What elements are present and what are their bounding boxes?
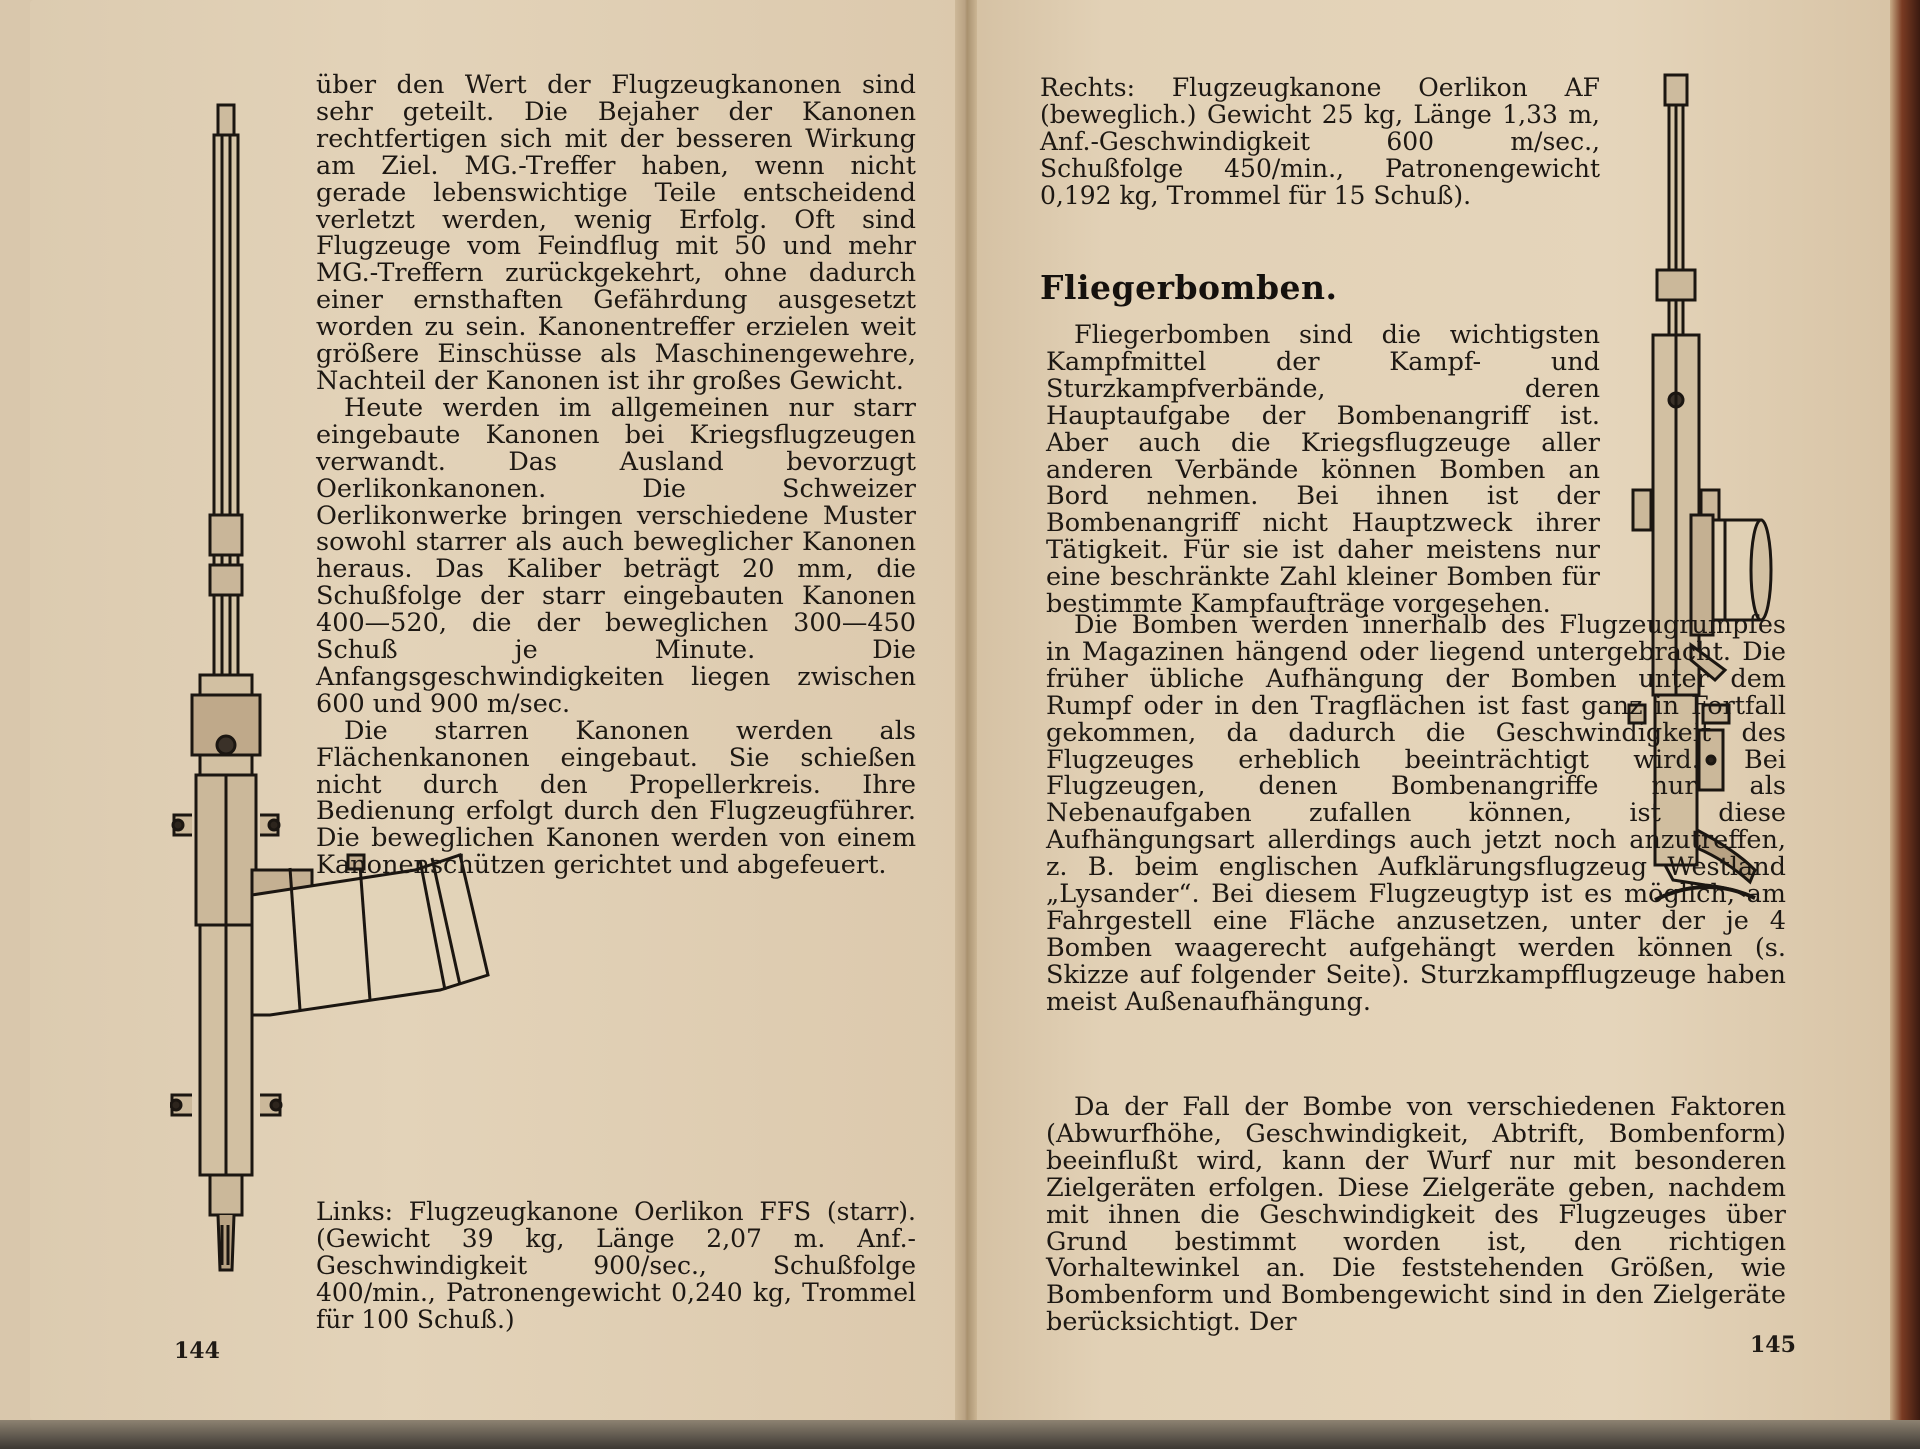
book-gutter <box>955 0 977 1420</box>
page-number-right: 145 <box>1750 1332 1796 1358</box>
right-paragraph: Fliegerbomben sind die wichtigsten Kampfmittel der Kampf- und Sturzkampfverbände, deren Hauptaufgabe der Bombenangriff ist. Aber auch die Kriegsflugzeuge aller anderen Verbände können Bomben an Bord nehmen. Bei ihnen ist der Bombenangriff nicht Hauptzweck ihrer Tätigkeit. Für sie ist daher meistens nur eine beschränkte Zahl kleiner Bomben für bestimmte Kampfaufträge vorgesehen. <box>1046 320 1600 620</box>
left-paragraph: über den Wert der Flugzeugkanonen sind sehr geteilt. Die Bejaher der Kanonen rechtfertigen sich mit der besseren Wirkung am Ziel. MG.-Treffer haben, wenn nicht gerade lebenswichtige Teile entscheidend verletzt werden, wenig Erfolg. Oft sind Flugzeuge vom Feindflug mit 50 und mehr MG.-Treffern zurückgekehrt, ohne dadurch einer ernsthaften Gefährdung ausgesetzt worden zu sein. Kanonentreffer erzielen weit größere Einschüsse als Maschinengewehre, Nachteil der Kanonen ist ihr großes Gewicht. <box>316 70 916 396</box>
section-heading: Fliegerbomben. <box>1040 268 1338 307</box>
right-figure-caption: Rechts: Flugzeugkanone Oerlikon AF (beweglich.) Gewicht 25 kg, Länge 1,33 m, Anf.-Geschwindigkeit 600 m/sec., Schußfolge 450/min., Patronengewicht 0,192 kg, Trommel für 15 Schuß). <box>1040 73 1600 210</box>
table-surface <box>0 1420 1920 1449</box>
left-paragraph: Die starren Kanonen werden als Flächenkanonen eingebaut. Sie schießen nicht durch den Propellerkreis. Ihre Bedienung erfolgt durch den Flugzeugführer. Die beweglichen Kanonen werden von einem Kanonenschützen gerichtet und abgefeuert. <box>316 715 916 881</box>
right-paragraph: Da der Fall der Bombe von verschiedenen Faktoren (Abwurfhöhe, Geschwindigkeit, Abtrift, Bombenform) beeinflußt wird, kann der Wurf nur mit besonderen Zielgeräten erfolgen. Diese Zielgeräte geben, nachdem mit ihnen die Geschwindigkeit des Flugzeuges über Grund bestimmt worden ist, den richtigen Vorhaltewinkel an. Die feststehenden Größen, wie Bombenform und Bombengewicht sind in den Zielgeräte berücksichtigt. Der <box>1046 1092 1786 1338</box>
page-number-left: 144 <box>174 1338 220 1364</box>
left-paragraph: Heute werden im allgemeinen nur starr eingebaute Kanonen bei Kriegsflugzeugen verwandt. Das Ausland bevorzugt Oerlikonkanonen. Die Schweizer Oerlikonwerke bringen verschiedene Muster sowohl starrer als auch beweglicher Kanonen heraus. Das Kaliber beträgt 20 mm, die Schußfolge der starr eingebauten Kanonen 400—520, die der beweglichen 300—450 Schuß je Minute. Die Anfangsgeschwindigkeiten liegen zwischen 600 und 900 m/sec. <box>316 392 916 719</box>
book-edge <box>1890 0 1920 1449</box>
right-paragraph: Die Bomben werden innerhalb des Flugzeugrumpfes in Magazinen hängend oder liegend untergebracht. Die früher übliche Aufhängung der Bomben unter dem Rumpf oder in den Tragflächen ist fast ganz in Fortfall gekommen, da dadurch die Geschwindigkeit des Flugzeuges erheblich beeinträchtigt wird. Bei Flugzeugen, denen Bombenangriffe nur als Nebenaufgaben zufallen können, ist diese Aufhängungsart allerdings auch jetzt noch anzutreffen, z. B. beim englischen Aufklärungsflugzeug Westland „Lysander“. Bei diesem Flugzeugtyp ist es möglich, am Fahrgestell eine Fläche anzusetzen, unter der je 4 Bomben waagerecht aufgehängt werden können (s. Skizze auf folgender Seite). Sturzkampfflugzeuge haben meist Außenaufhängung. <box>1046 610 1786 1017</box>
right-page-body-top <box>1046 322 1600 618</box>
right-page-body-bottom <box>1046 1094 1786 1336</box>
left-page-body <box>316 72 916 879</box>
right-page-body-middle <box>1046 612 1786 1016</box>
left-figure-caption: Links: Flugzeugkanone Oerlikon FFS (starr). (Gewicht 39 kg, Länge 2,07 m. Anf.-Geschwindigkeit 900/sec., Schußfolge 400/min., Patronengewicht 0,240 kg, Trommel für 100 Schuß.) <box>316 1197 916 1334</box>
